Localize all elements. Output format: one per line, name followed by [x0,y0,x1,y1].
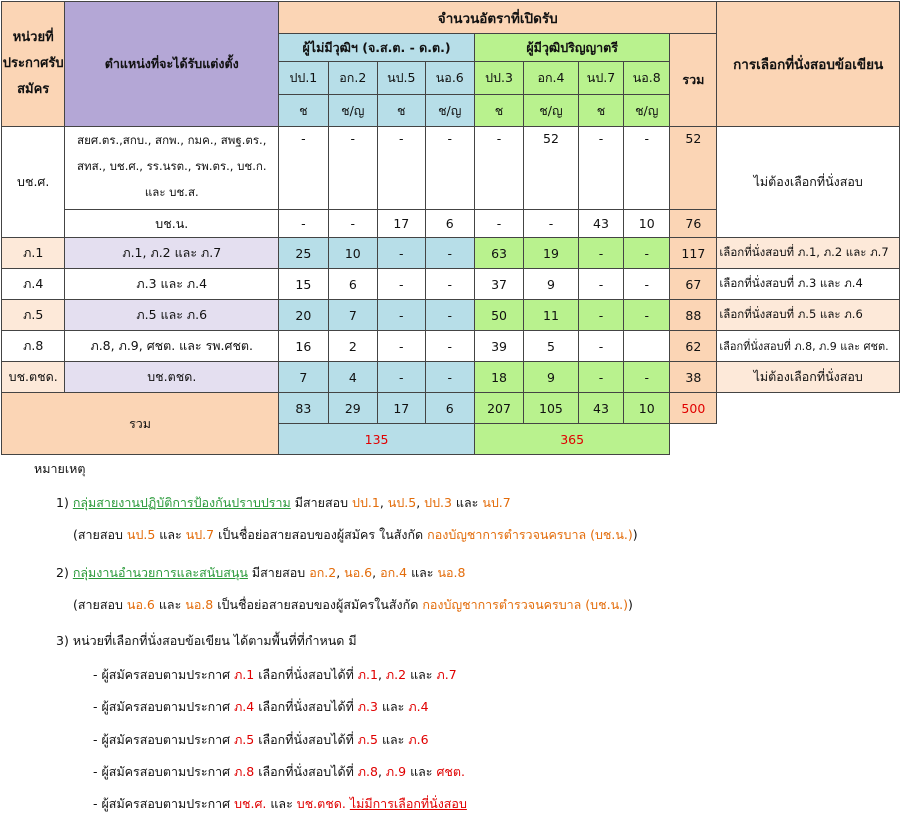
value-cell: - [378,362,426,393]
value-cell: 52 [524,127,579,210]
note-text: (สายสอบ [73,527,127,542]
row-position: ภ.5 และ ภ.6 [65,300,279,331]
header-exam-site: การเลือกที่นั่งสอบข้อเขียน [717,2,900,127]
row-total: 38 [670,362,717,393]
value-cell: - [578,269,623,300]
value-cell: - [474,210,523,238]
value-cell: 7 [328,300,377,331]
value-cell: - [378,127,426,210]
value-cell: 25 [279,238,328,269]
code-cell: นป.7 [578,62,623,95]
value-cell: - [578,127,623,210]
site-code: ภ.9 [385,764,407,779]
note-text: ) [632,527,638,542]
note-number: 3) [56,633,69,648]
gender-cell: ช/ญ [524,95,579,127]
unit-code: ภ.1 [234,667,255,682]
row-unit: บช.ศ. [2,127,65,238]
grand-total: 500 [670,393,717,424]
exam-code: นป.7 [185,527,215,542]
degree-sum: 365 [474,424,669,455]
note-text: มีสายสอบ [247,565,310,580]
row-site: ไม่ต้องเลือกที่นั่งสอบ [717,362,900,393]
note-2 [56,563,465,583]
value-cell [624,331,670,362]
value-cell: 18 [474,362,523,393]
value-cell: 6 [328,269,377,300]
header-unit: หน่วยที่ประกาศรับสมัคร [2,2,65,127]
value-cell: 7 [279,362,328,393]
site-code: ภ.8 [357,764,378,779]
row-unit: ภ.8 [2,331,65,362]
note-text: - ผู้สมัครสอบตามประกาศ [93,732,235,747]
exam-code: นอ.6 [126,597,155,612]
site-code: ภ.2 [385,667,407,682]
unit-name: กองบัญชาการตำรวจนครบาล (บช.น.) [422,597,628,612]
value-cell: - [279,210,328,238]
note-text: และ [406,667,437,682]
exam-code: ปป.1 [352,495,380,510]
note-text: และ [407,565,438,580]
unit-code: ภ.4 [234,699,255,714]
value-cell: - [578,331,623,362]
site-code: ภ.1 [357,667,378,682]
note-text: - ผู้สมัครสอบตามประกาศ [93,796,235,811]
gender-cell: ช [378,95,426,127]
row-position: บช.น. [65,210,279,238]
code-cell: นอ.8 [624,62,670,95]
value-cell: 10 [328,238,377,269]
note-text: หน่วยที่เลือกที่นั่งสอบข้อเขียน ได้ตามพื้นที่ที่กำหนด มี [72,633,357,648]
exam-code: นป.5 [126,527,156,542]
gender-cell: ช [578,95,623,127]
note-text: และ [451,495,483,510]
group-name: กลุ่มงานอำนวยการและสนับสนุน [72,565,248,580]
value-cell: - [378,300,426,331]
row-total: 88 [670,300,717,331]
note-text: , [379,495,388,510]
note-text: - ผู้สมัครสอบตามประกาศ [93,699,235,714]
site-code: ภ.4 [408,699,429,714]
value-cell: 16 [279,331,328,362]
row-position: สยศ.ตร.,สกบ., สกพ., กมค., สพฐ.ตร., สทส., บช.ศ., รร.นรต., รพ.ตร., บช.ก. และ บช.ส. [65,127,279,210]
group-name: กลุ่มสายงานปฏิบัติการป้องกันปราบปราม [72,495,291,510]
value-cell: 9 [524,362,579,393]
code-cell: นอ.6 [425,62,474,95]
exam-code: ปป.3 [424,495,452,510]
value-cell: - [279,127,328,210]
value-cell: 15 [279,269,328,300]
site-code: ภ.6 [408,732,429,747]
row-unit: บช.ตชด. [2,362,65,393]
value-cell: - [425,300,474,331]
note-number: 2) [56,565,69,580]
gender-cell: ช/ญ [624,95,670,127]
row-site: เลือกที่นั่งสอบที่ ภ.8, ภ.9 และ ศชต. [717,331,900,362]
quota-table [1,1,900,455]
note-text: เลือกที่นั่งสอบได้ที่ [254,699,358,714]
value-cell: 5 [524,331,579,362]
row-total: 67 [670,269,717,300]
code-cell: นป.5 [378,62,426,95]
header-degree: ผู้มีวุฒิปริญญาตรี [474,34,669,62]
note-text: (สายสอบ [73,597,127,612]
exam-code: อก.4 [380,565,408,580]
empty-cell [670,424,717,455]
total-cell: 83 [279,393,328,424]
note-text: , [336,565,345,580]
value-cell: 19 [524,238,579,269]
row-site: เลือกที่นั่งสอบที่ ภ.5 และ ภ.6 [717,300,900,331]
note-text: และ [377,732,409,747]
row-total: 52 [670,127,717,210]
total-cell: 29 [328,393,377,424]
note-text: เป็นชื่อย่อสายสอบของผู้สมัครในสังกัด [213,597,423,612]
value-cell: 10 [624,210,670,238]
note-2-detail [73,595,633,615]
bullet-item [93,762,465,782]
value-cell: - [624,362,670,393]
note-text: - ผู้สมัครสอบตามประกาศ [93,667,235,682]
gender-cell: ช [279,95,328,127]
value-cell: - [524,210,579,238]
value-cell: - [378,238,426,269]
value-cell: - [425,362,474,393]
exam-code: นป.7 [482,495,511,510]
unit-code: ภ.5 [234,732,255,747]
code-cell: อก.2 [328,62,377,95]
code-cell: ปป.3 [474,62,523,95]
value-cell: 20 [279,300,328,331]
value-cell: - [425,127,474,210]
value-cell: - [378,269,426,300]
value-cell: 50 [474,300,523,331]
row-position: ภ.8, ภ.9, ศชต. และ รพ.ศชต. [65,331,279,362]
total-cell: 6 [425,393,474,424]
row-position: ภ.3 และ ภ.4 [65,269,279,300]
site-code: ภ.3 [357,699,378,714]
value-cell: 39 [474,331,523,362]
row-position: บช.ตชด. [65,362,279,393]
value-cell: - [624,269,670,300]
row-site: เลือกที่นั่งสอบที่ ภ.1, ภ.2 และ ภ.7 [717,238,900,269]
exam-code: นอ.8 [185,597,214,612]
row-unit: ภ.4 [2,269,65,300]
row-total: 62 [670,331,717,362]
note-text: ) [627,597,633,612]
row-total: 76 [670,210,717,238]
notes-title: หมายเหตุ [34,461,86,476]
value-cell: 9 [524,269,579,300]
note-text: และ [266,796,297,811]
value-cell: - [578,238,623,269]
note-text: - ผู้สมัครสอบตามประกาศ [93,764,235,779]
value-cell: 6 [425,210,474,238]
note-1-detail [73,525,638,545]
note-text: เลือกที่นั่งสอบได้ที่ [254,732,358,747]
note-text: , [416,495,425,510]
value-cell: - [578,300,623,331]
value-cell: 43 [578,210,623,238]
value-cell: - [425,331,474,362]
total-cell: 17 [378,393,426,424]
row-site: เลือกที่นั่งสอบที่ ภ.3 และ ภ.4 [717,269,900,300]
code-cell: ปป.1 [279,62,328,95]
total-cell: 10 [624,393,670,424]
exam-code: นอ.8 [437,565,466,580]
row-unit: ภ.1 [2,238,65,269]
value-cell: - [624,238,670,269]
value-cell: 17 [378,210,426,238]
site-code: ภ.7 [436,667,457,682]
note-text: เป็นชื่อย่อสายสอบของผู้สมัคร ในสังกัด [214,527,428,542]
note-text: เลือกที่นั่งสอบได้ที่ [254,667,358,682]
note-text: และ [154,597,186,612]
value-cell: 2 [328,331,377,362]
note-number: 1) [56,495,69,510]
gender-cell: ช/ญ [328,95,377,127]
note-3 [56,631,357,651]
note-text: , [377,667,386,682]
value-cell: 11 [524,300,579,331]
note-text: , [372,565,381,580]
value-cell: 4 [328,362,377,393]
row-position: ภ.1, ภ.2 และ ภ.7 [65,238,279,269]
gender-cell: ช/ญ [425,95,474,127]
exam-code: อก.2 [309,565,337,580]
unit-name: กองบัญชาการตำรวจนครบาล (บช.น.) [427,527,633,542]
bullet-item [93,697,429,717]
no-site-text: ไม่มีการเลือกที่นั่งสอบ [349,796,467,811]
bullet-item [93,730,429,750]
value-cell: - [578,362,623,393]
bullet-item [93,794,467,814]
value-cell: 63 [474,238,523,269]
total-cell: 43 [578,393,623,424]
row-unit: ภ.5 [2,300,65,331]
value-cell: - [624,127,670,210]
value-cell: - [425,269,474,300]
gender-cell: ช [474,95,523,127]
row-site: ไม่ต้องเลือกที่นั่งสอบ [717,127,900,238]
row-total: 117 [670,238,717,269]
note-text: , [377,764,386,779]
exam-code: นป.5 [387,495,417,510]
value-cell: - [328,127,377,210]
note-1 [56,493,511,513]
note-text: และ [406,764,437,779]
note-text: มีสายสอบ [290,495,353,510]
exam-code: นอ.6 [344,565,373,580]
site-code: ศชต. [436,764,465,779]
bullet-item [93,665,457,685]
header-position: ตำแหน่งที่จะได้รับแต่งตั้ง [65,2,279,127]
total-cell: 207 [474,393,523,424]
value-cell: - [378,331,426,362]
note-text: และ [155,527,186,542]
totals-label: รวม [2,393,279,455]
empty-cell [717,393,900,455]
note-text: เลือกที่นั่งสอบได้ที่ [254,764,358,779]
value-cell: - [328,210,377,238]
header-quota: จำนวนอัตราที่เปิดรับ [279,2,717,34]
header-no-degree: ผู้ไม่มีวุฒิฯ (จ.ส.ต. - ด.ต.) [279,34,475,62]
note-text: และ [377,699,409,714]
value-cell: - [474,127,523,210]
unit-code: ภ.8 [234,764,255,779]
code-cell: อก.4 [524,62,579,95]
no-degree-sum: 135 [279,424,475,455]
total-cell: 105 [524,393,579,424]
header-total: รวม [670,34,717,127]
value-cell: 37 [474,269,523,300]
value-cell: - [425,238,474,269]
unit-code: บช.ศ. [234,796,267,811]
unit-code: บช.ตชด. [296,796,346,811]
value-cell: - [624,300,670,331]
site-code: ภ.5 [357,732,378,747]
